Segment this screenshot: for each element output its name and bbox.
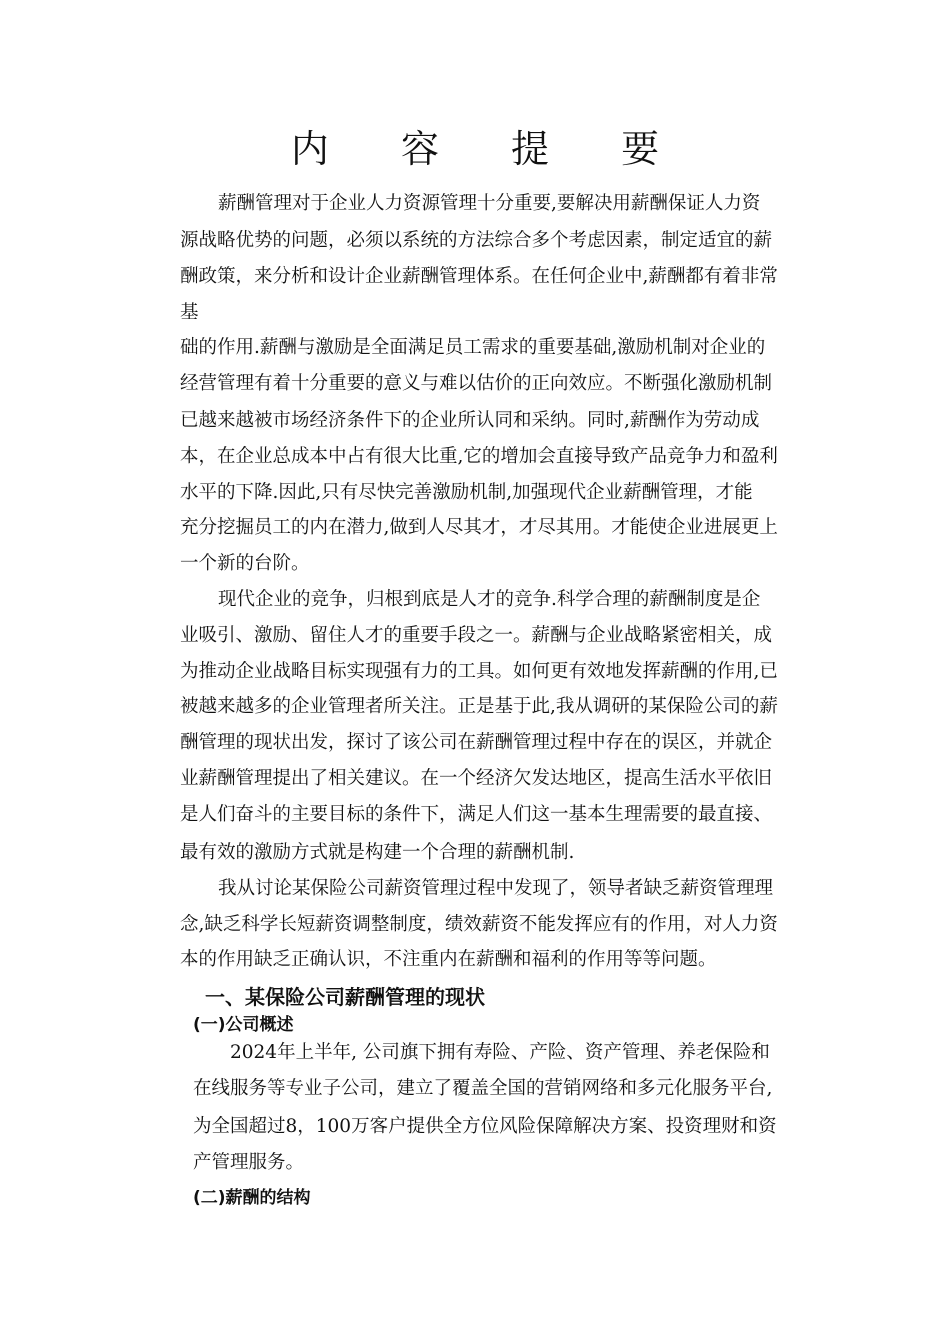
- section-heading: 一、某保险公司薪酬管理的现状: [205, 985, 485, 1009]
- subsection-heading: (一)公司概述: [193, 1015, 294, 1035]
- abstract-line: 酬管理的现状出发，探讨了该公司在薪酬管理过程中存在的误区，并就企: [180, 732, 773, 753]
- abstract-line: 薪酬管理对于企业人力资源管理十分重要,要解决用薪酬保证人力资: [218, 193, 761, 214]
- abstract-line: 是人们奋斗的主要目标的条件下，满足人们这一基本生理需要的最直接、: [180, 804, 773, 825]
- abstract-line: 本的作用缺乏正确认识，不注重内在薪酬和福利的作用等等问题。: [180, 949, 717, 970]
- body-line: 为全国超过8，100万客户提供全方位风险保障解决方案、投资理财和资: [193, 1116, 777, 1137]
- abstract-line: 业薪酬管理提出了相关建议。在一个经济欠发达地区，提高生活水平依旧: [180, 768, 773, 789]
- abstract-line: 经营管理有着十分重要的意义与难以估价的正向效应。不断强化激励机制: [180, 373, 773, 394]
- abstract-line: 被越来越多的企业管理者所关注。正是基于此,我从调研的某保险公司的薪: [180, 696, 778, 717]
- abstract-line: 最有效的激励方式就是构建一个合理的薪酬机制.: [180, 842, 575, 863]
- body-line: 2024年上半年, 公司旗下拥有寿险、产险、资产管理、养老保险和: [230, 1042, 770, 1063]
- body-line: 产管理服务。: [193, 1152, 305, 1173]
- body-line: 在线服务等专业子公司，建立了覆盖全国的营销网络和多元化服务平台,: [193, 1078, 773, 1099]
- abstract-line: 念,缺乏科学长短薪资调整制度，绩效薪资不能发挥应有的作用，对人力资: [180, 914, 778, 935]
- abstract-line: 我从讨论某保险公司薪资管理过程中发现了，领导者缺乏薪资管理理: [218, 878, 774, 899]
- abstract-line: 酬政策，来分析和设计企业薪酬管理体系。在任何企业中,薪酬都有着非常: [180, 266, 778, 287]
- subsection-heading: (二)薪酬的结构: [193, 1188, 311, 1208]
- abstract-line: 现代企业的竞争，归根到底是人才的竞争.科学合理的薪酬制度是企: [218, 589, 761, 610]
- abstract-line: 业吸引、激励、留住人才的重要手段之一。薪酬与企业战略紧密相关，成: [180, 625, 773, 646]
- abstract-line: 一个新的台阶。: [180, 553, 310, 574]
- abstract-line: 基: [180, 302, 199, 323]
- abstract-line: 已越来越被市场经济条件下的企业所认同和采纳。同时,薪酬作为劳动成: [180, 410, 760, 431]
- abstract-line: 本，在企业总成本中占有很大比重,它的增加会直接导致产品竞争力和盈利: [180, 446, 778, 467]
- abstract-line: 充分挖掘员工的内在潜力,做到人尽其才，才尽其用。才能使企业进展更上: [180, 517, 778, 538]
- page-title: 内 容 提 要: [290, 127, 690, 171]
- abstract-line: 源战略优势的问题，必须以系统的方法综合多个考虑因素，制定适宜的薪: [180, 230, 773, 251]
- abstract-line: 础的作用.薪酬与激励是全面满足员工需求的重要基础,激励机制对企业的: [180, 337, 766, 358]
- abstract-line: 水平的下降.因此,只有尽快完善激励机制,加强现代企业薪酬管理，才能: [180, 482, 753, 503]
- abstract-line: 为推动企业战略目标实现强有力的工具。如何更有效地发挥薪酬的作用,已: [180, 661, 778, 682]
